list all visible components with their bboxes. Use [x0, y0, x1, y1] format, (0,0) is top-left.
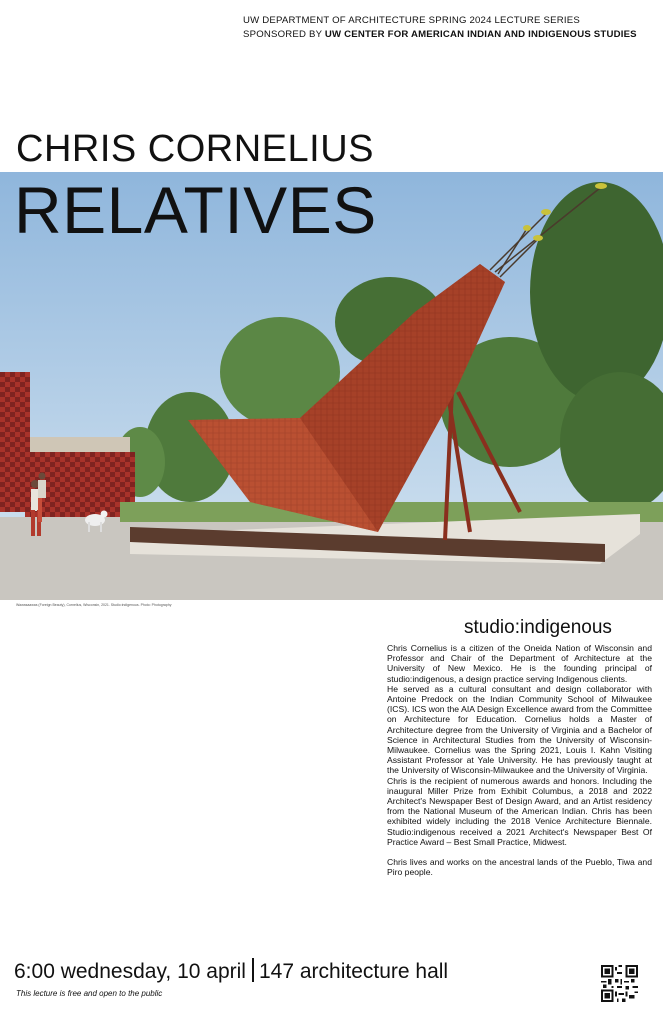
series-line: UW DEPARTMENT OF ARCHITECTURE SPRING 2024 LECTURE SERIES: [243, 15, 580, 26]
bio-paragraph: Chris Cornelius is a citizen of the Oneida Nation of Wisconsin and Professor and Chair of the Department of Architecture at the University of New Mexico. He is the founding principal of studio:indigenous, a design practice serving Indigenous clients.: [387, 643, 652, 684]
bio-paragraph: He served as a cultural consultant and design collaborator with Antoine Predock on the Indian Community School of Milwaukee (ICS). ICS won the AIA Design Excellence award from the Committee on Architecture for Education. Cornelius holds a Master of Architecture degree from the University of Virginia and a Bachelor of Science in Architectural Studies from the University of Wisconsin-Milwaukee. Cornelius was the Spring 2021, Louis I. Kahn Visiting Assistant Professor at Yale University. He has previously taught at the University of Wisconsin-Milwaukee and the University of Virginia.: [387, 683, 652, 776]
sponsor-line: [243, 28, 653, 42]
event-location: 147 architecture hall: [258, 960, 449, 983]
free-note: This lecture is free and open to the public: [16, 989, 163, 998]
series-header: [243, 14, 653, 42]
sponsor-name: UW CENTER FOR AMERICAN INDIAN AND INDIGENOUS STUDIES: [324, 29, 637, 40]
sponsor-prefix: SPONSORED BY: [243, 29, 322, 40]
bio-paragraph: Chris lives and works on the ancestral lands of the Pueblo, Tiwa and Piro people.: [387, 857, 652, 878]
event-time-day: 6:00 wednesday,: [14, 960, 172, 983]
studio-name: studio:indigenous: [464, 617, 612, 638]
bio-paragraph: Chris is the recipient of numerous awards and honors. Including the inaugural Miller Prize from Exhibit Columbus, a 2018 and 2022 Architect's Newspaper Best of Design Award, and an Artist residency from the National Museum of the American Indian. Chris has been exhibited widely including the 2018 Venice Architecture Biennale. Studio:indigenous received a 2021 Architect's Newspaper Best Of Practice Award – Best Small Practice, Midwest.: [387, 775, 652, 847]
qr-code-icon[interactable]: [601, 965, 638, 1002]
event-details: [14, 958, 448, 986]
speaker-name: CHRIS CORNELIUS: [16, 128, 374, 170]
photo-credit: Wawasaawas (Foreign Beauty), Cornelius, Wisconsin, 2021. Studio:indigenous. Photo: Photography: [16, 603, 172, 607]
lecture-title: RELATIVES: [14, 173, 377, 247]
divider: [252, 958, 254, 982]
event-date: 10 april: [177, 960, 246, 983]
speaker-bio: [387, 643, 652, 877]
